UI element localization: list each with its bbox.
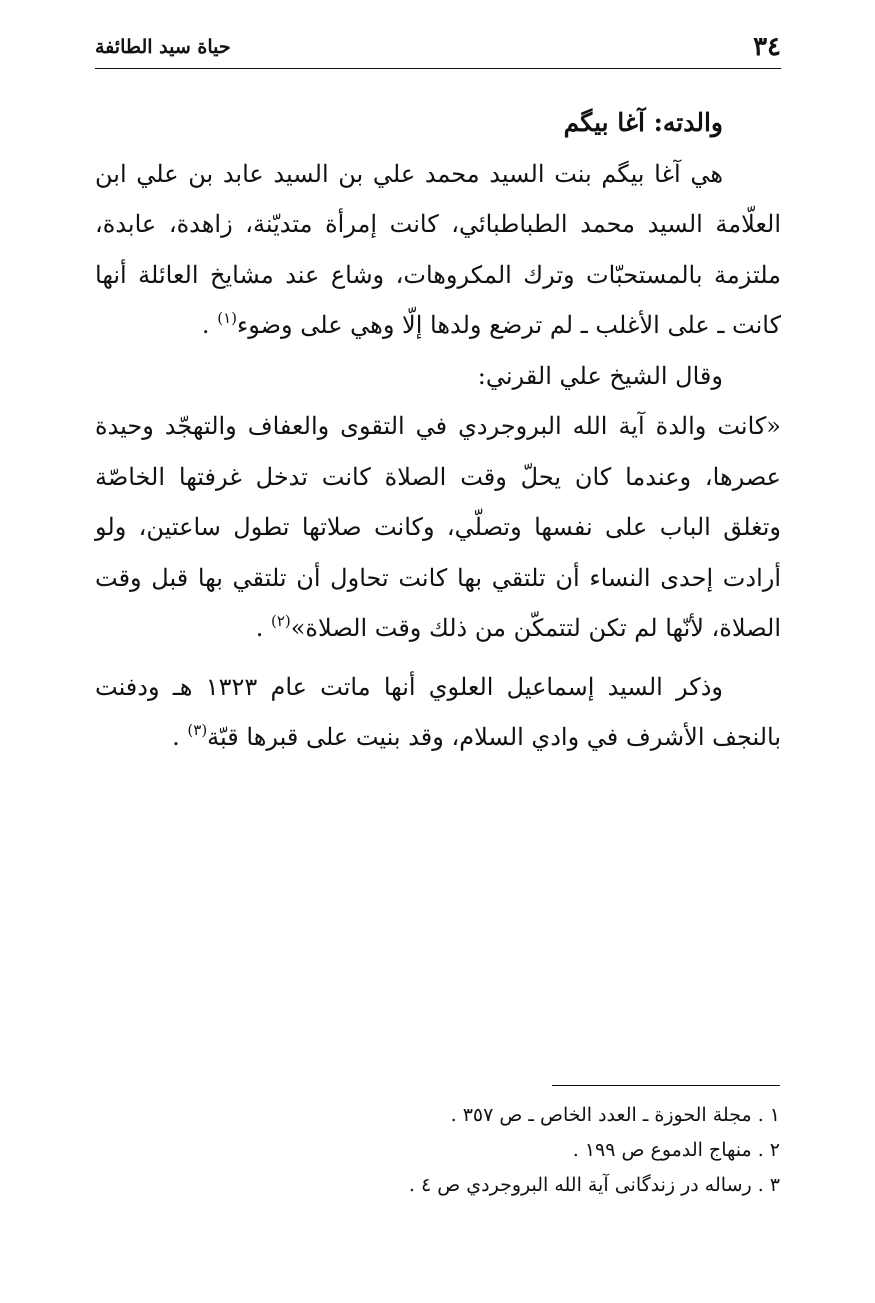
footnote-2: ٢ . منهاج الدموع ص ١٩٩ .	[572, 1139, 780, 1161]
paragraph-end: .	[172, 723, 180, 751]
paragraph-mother-description	[95, 149, 781, 351]
paragraph-text: هي آغا بيگم بنت السيد محمد علي بن السيد عابد بن علي ابن العلّامة السيد محمد الطباطبائي، كانت إمرأة متديّنة، زاهدة، عابدة، ملتزمة بالمستحبّات وترك المكروهات، وشاع عند مشايخ العائلة أنها كانت ـ على الأغلب ـ لم ترضع ولدها إلّا وهي على وضوء	[95, 159, 781, 339]
footnote-separator	[552, 1085, 780, 1086]
paragraph-quote	[95, 401, 781, 654]
footnote-ref-2: (٢)	[270, 612, 291, 630]
paragraph-end: .	[255, 614, 264, 642]
paragraph-text: وذكر السيد إسماعيل العلوي أنها ماتت عام ١٣٢٣ هـ ودفنت بالنجف الأشرف في وادي السلام، وقد بنيت على قبرها قبّة	[95, 672, 781, 751]
quote-text: «كانت والدة آية الله البروجردي في التقوى والعفاف والتهجّد وحيدة عصرها، وعندما كان يحلّ وقت الصلاة كانت تدخل غرفتها الخاصّة وتغلق الباب على نفسها وتصلّي، وكانت صلاتها تطول ساعتين، ولو أرادت إحدى النساء أن تلتقي بها كانت تحاول أن تلتقي بها قبل وقت الصلاة، لأنّها لم تكن لتتمكّن من ذلك وقت الصلاة»	[95, 412, 781, 642]
main-text	[95, 98, 781, 763]
paragraph-end: .	[201, 311, 210, 339]
footnote-3: ٣ . رساله در زندگانى آية الله البروجردي ص ٤ .	[408, 1174, 780, 1196]
paragraph-burial	[95, 662, 781, 763]
running-header	[95, 30, 781, 69]
book-title: حياة سيد الطائفة	[95, 36, 231, 58]
footnotes	[94, 1098, 780, 1203]
footnote-ref-3: (٣)	[187, 721, 208, 739]
footnote-1: ١ . مجلة الحوزة ـ العدد الخاص ـ ص ٣٥٧ .	[450, 1104, 780, 1126]
paragraph-quote-intro: وقال الشيخ علي القرني:	[477, 361, 723, 390]
page-number: ٣٤	[753, 32, 781, 62]
footnote-ref-1: (١)	[217, 309, 237, 327]
section-heading: والدته: آغا بيگم	[563, 108, 723, 137]
